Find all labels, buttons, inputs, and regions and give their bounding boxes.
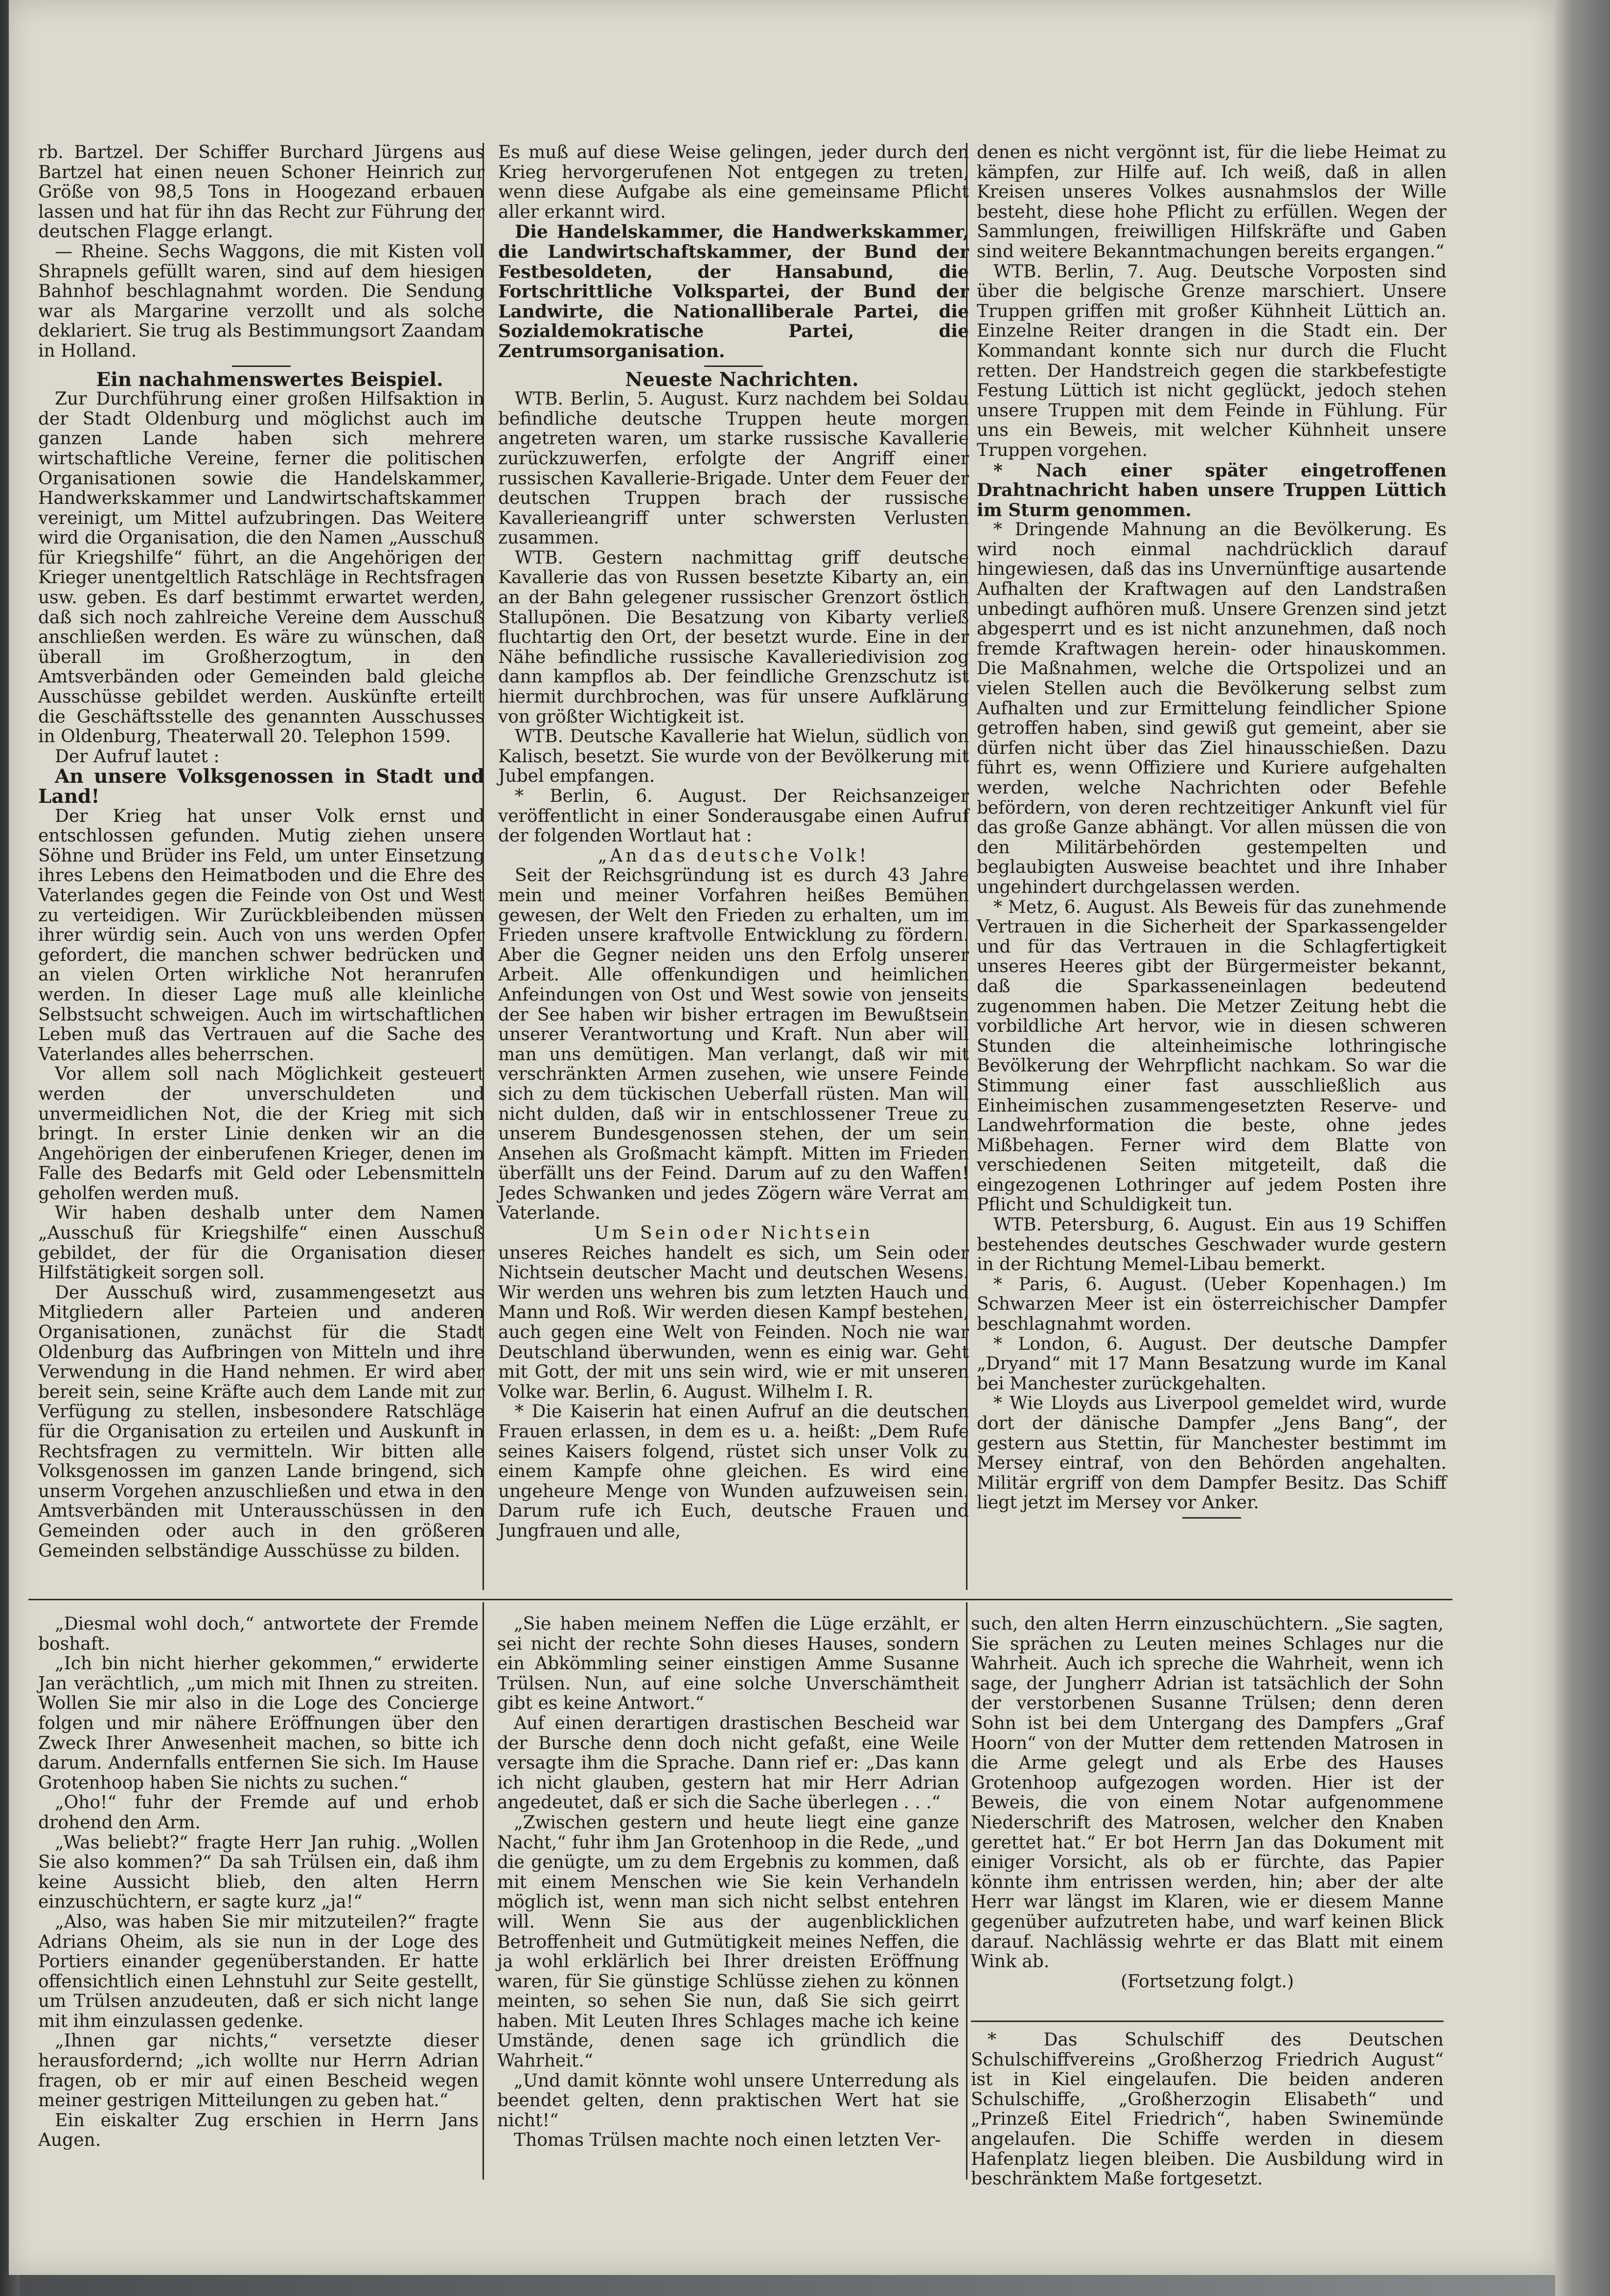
- feuilleton-column-1: [38, 1614, 479, 2151]
- separator: [232, 365, 291, 367]
- proclamation-text-2: unseres Reiches handelt es sich, um Sein oder Nichtsein deutscher Macht und deutschen Wesens. Wir werden uns wehren bis zum letzten Hauch und Mann und Roß. Wir werden diesen Kampf bestehen, auch gegen eine Welt von Feinden. Noch nie war Deutschland überwunden, wenn es einig war. Geht mit Gott, der mit uns sein wird, wie er mit unseren Volke war. Berlin, 6. August. Wilhelm I. R.: [498, 1243, 969, 1402]
- column-2: [498, 143, 969, 1542]
- article-bartzel: rb. Bartzel. Der Schiffer Burchard Jürgens aus Bartzel hat einen neuen Schoner Heinrich zur Größe von 98,5 Tons in Hoogezand erbauen lassen und hat für ihn das Recht zur Führung der deutschen Flagge erlangt.: [38, 142, 484, 242]
- feuilleton-rule-1: [483, 1602, 484, 2180]
- aufruf-intro: Der Aufruf lautet :: [55, 746, 220, 767]
- news-kibarty: WTB. Gestern nachmittag griff deutsche Kavallerie das von Russen besetzte Kibarty an, ein an der Bahn gelegener russischer Grenzort östlich Stallupönen. Die Besatzung von Kibarty verließ fluchtartig den Ort, der besetzt wurde. Eine in der Nähe befindliche russische Kavalleriedivision zog dann kampflos ab. Der feindliche Grenzschutz ist hiermit durchbrochen, was für unsere Aufklärung von größter Wichtigkeit ist.: [498, 547, 969, 727]
- news-kaiserin-continued: denen es nicht vergönnt ist, für die liebe Heimat zu kämpfen, zur Hilfe auf. Ich weiß, daß in allen Kreisen unseres Volkes ausnahmslos der Wille besteht, diese hohe Pflicht zu erfüllen. Wegen der Sammlungen, freiwilligen Hilfskräfte und Gaben sind weitere Bekanntmachungen bereits ergangen.“: [977, 142, 1447, 262]
- headline-neueste-nachrichten: Neueste Nachrichten.: [625, 368, 859, 391]
- column-1: [38, 143, 484, 1561]
- headline-volksgenossen: An unsere Volksgenossen in Stadt und Land!: [38, 765, 484, 808]
- story-paragraph: „Was beliebt?“ fragte Herr Jan ruhig. „Wollen Sie also kommen?“ Da sah Trülsen ein, daß ihm keine Aussicht blieb, den alten Herrn einzuschüchtern, er sagte kurz „ja!“: [38, 1832, 479, 1912]
- notice-text: * Das Schulschiff des Deutschen Schulschiffvereins „Großherzog Friedrich August“ ist in Kiel eingelaufen. Die beiden anderen Schulschiffe, „Großherzogin Elisabeth“ und „Prinzeß Eitel Friedrich“, haben Swinemünde angelaufen. Die Schiffe werden in diesem Hafenplatz liegen bleiben. Die Ausbildung wird in beschränktem Maße fortgesetzt.: [971, 2030, 1444, 2189]
- aufruf-signatories: Die Handelskammer, die Handwerkskammer, die Landwirtschaftskammer, der Bund der Festbesoldeten, der Hansabund, die Fortschrittliche Volkspartei, der Bund der Landwirte, die Nationalliberale Partei, die Sozialdemokratische Partei, die Zentrumsorganisation.: [498, 222, 969, 362]
- story-paragraph: „Ihnen gar nichts,“ versetzte dieser herausfordernd; „ich wollte nur Herrn Adrian fragen, ob er mir auf einen Bescheid wegen meiner gestrigen Mitteilungen zu geben hat.“: [38, 2031, 479, 2111]
- news-metz: * Metz, 6. August. Als Beweis für das zunehmende Vertrauen in die Sicherheit der Sparkassengelder und für das Vertrauen in die Schlagfertigkeit unseres Heeres gibt der Bürgermeister bekannt, daß die Sparkasseneinlagen bedeutend zugenommen haben. Die Metzer Zeitung hebt die vorbildliche Art hervor, wie in diesen schweren Stunden die alteinheimische lothringische Bevölkerung der Wehrpflicht nachkam. So war die Stimmung einer fast ausschließlich aus Einheimischen zusammengesetzten Reserve- und Landwehrformation die beste, ohne jedes Mißbehagen. Ferner wird dem Blatte von verschiedenen Seiten mitgeteilt, daß die eingezogenen Lothringer auf jedem Posten ihre Pflicht und Schuldigkeit tun.: [977, 897, 1447, 1215]
- column-3: [977, 143, 1447, 1522]
- news-paris: * Paris, 6. August. (Ueber Kopenhagen.) Im Schwarzen Meer ist ein österreichischer Dampfer beschlagnahmt worden.: [977, 1274, 1447, 1335]
- story-paragraph: „Ich bin nicht hierher gekommen,“ erwiderte Jan verächtlich, „um mich mit Ihnen zu streiten. Wollen Sie mir also in die Loge des Concierge folgen und mir nähere Eröffnungen über den Zweck Ihrer Anwesenheit machen, so bitte ich darum. Andernfalls entfernen Sie sich. Im Hause Grotenhoop haben Sie nichts zu suchen.“: [38, 1654, 479, 1793]
- story-paragraph: Ein eiskalter Zug erschien in Herrn Jans Augen.: [38, 2110, 479, 2151]
- story-paragraph: such, den alten Herrn einzuschüchtern. „Sie sagten, Sie sprächen zu Leuten meines Schlages nur die Wahrheit. Auch ich spreche die Wahrheit, wenn ich sage, der Jungherr Adrian ist tatsächlich der Sohn der verstorbenen Susanne Trülsen; denn deren Sohn ist bei dem Untergang des Dampfers „Graf Hoorn“ von der Mutter dem rettenden Matrosen in die Arme gelegt und als Erbe des Hauses Grotenhoop aufgezogen worden. Hier ist der Beweis, die von einem Notar aufgenommene Niederschrift des Matrosen, welcher den Knaben gerettet hat.“ Er bot Herrn Jan das Dokument mit einiger Vorsicht, als ob er fürchte, das Papier könnte ihm entrissen werden, hin; aber der alte Herr war längst im Klaren, wie er diesem Manne gegenüber aufzutreten habe, und warf keinen Blick darauf. Nachlässig wehrte er das Blatt mit einem Wink ab.: [971, 1614, 1444, 1972]
- news-lloyds: * Wie Lloyds aus Liverpool gemeldet wird, wurde dort der dänische Dampfer „Jens Bang“, der gestern aus Stettin, für Manchester bestimmt im Mersey eintraf, von den Behörden angehalten. Militär ergriff von dem Dampfer Besitz. Das Schiff liegt jetzt im Mersey vor Anker.: [977, 1393, 1447, 1513]
- news-reichsanzeiger: * Berlin, 6. August. Der Reichsanzeiger veröffentlicht in einer Sonderausgabe einen Aufruf der folgenden Wortlaut hat :: [498, 786, 969, 846]
- story-paragraph: „Diesmal wohl doch,“ antwortete der Fremde boshaft.: [38, 1614, 479, 1654]
- feuilleton-column-3: [971, 1614, 1444, 1992]
- aufruf-paragraph-3: Wir haben deshalb unter dem Namen „Ausschuß für Kriegshilfe“ einen Ausschuß gebildet, der für die Organisation dieser Hilfstätigkeit sorgen soll.: [38, 1203, 484, 1283]
- note-rule: [971, 2021, 1444, 2022]
- news-kaiserin: * Die Kaiserin hat einen Aufruf an die deutschen Frauen erlassen, in dem es u. a. heißt: „Dem Rufe seines Kaisers folgend, rüstet sich unser Volk zu einem Kampfe ohne gleichen. Es wird eine ungeheure Menge von Wunden aufzuweisen sein. Darum rufe ich Euch, deutsche Frauen und Jungfrauen und alle,: [498, 1402, 969, 1541]
- story-paragraph: Thomas Trülsen machte noch einen letzten Ver-: [514, 2130, 941, 2151]
- aufruf-paragraph-1: Der Krieg hat unser Volk ernst und entschlossen gefunden. Mutig ziehen unsere Söhne und Brüder ins Feld, um unter Einsetzung ihres Lebens den Heimatboden und die Ehre des Vaterlandes gegen die Feinde von Ost und West zu verteidigen. Wir Zurückbleibenden müssen ihrer würdig sein. Auch von uns werden Opfer gefordert, die manchen schwer bedrücken und an vielen Orten wirkliche Not heranrufen werden. In dieser Lage muß alle kleinliche Selbstsucht schweigen. Auch im wirtschaftlichen Leben muß das Vertrauen auf die Sache des Vaterlandes alles beherrschen.: [38, 806, 484, 1065]
- story-paragraph: „Und damit könnte wohl unsere Unterredung als beendet gelten, denn praktischen Wert hat sie nicht!“: [497, 2070, 959, 2131]
- proclamation-title: „An das deutsche Volk!: [598, 845, 870, 866]
- news-wielun: WTB. Deutsche Kavallerie hat Wielun, südlich von Kalisch, besetzt. Sie wurde von der Bevölkerung mit Jubel empfangen.: [498, 727, 969, 787]
- proclamation-subtitle: Um Sein oder Nichtsein: [594, 1223, 873, 1244]
- feuilleton-rule: [28, 1599, 1452, 1600]
- feuilleton-column-2: [497, 1614, 959, 2151]
- story-paragraph: „Sie haben meinem Neffen die Lüge erzählt, er sei nicht der rechte Sohn dieses Hauses, sondern ein Abkömmling seiner einstigen Amme Susanne Trülsen. Nun, auf eine solche Unverschämtheit gibt es keine Antwort.“: [497, 1614, 959, 1714]
- schulschiff-notice: [971, 2030, 1444, 2189]
- aufruf-paragraph-4: Der Ausschuß wird, zusammengesetzt aus Mitgliedern aller Parteien und anderen Organisationen, zunächst für die Stadt Oldenburg das Aufbringen von Mitteln und ihre Verwendung in die Hand nehmen. Er wird aber bereit sein, seine Kräfte auch dem Lande mit zur Verfügung zu stellen, insbesondere Ratschläge für die Organisation zu erteilen und Auskunft in Rechtsfragen zu vermitteln. Wir bitten alle Volksgenossen im ganzen Lande bringend, sich unserm Vorgehen anzuschließen und etwa in den Amtsverbänden mit Unterausschüssen in den Gemeinden oder auch in den größeren Gemeinden selbständige Ausschüsse zu bilden.: [38, 1282, 484, 1561]
- news-soldau: WTB. Berlin, 5. August. Kurz nachdem bei Soldau befindliche deutsche Truppen heute morgen angetreten waren, um starke russische Kavallerie zurückzuwerfen, erfolgte der Angriff einer russischen Kavallerie-Brigade. Unter dem Feuer der deutschen Truppen brach der russische Kavallerieangriff unter schwersten Verlusten zusammen.: [498, 389, 969, 548]
- news-luettich-sturm: * Nach einer später eingetroffenen Drahtnachricht haben unsere Truppen Lüttich im Sturm genommen.: [977, 460, 1447, 521]
- aufruf-paragraph-2: Vor allem soll nach Möglichkeit gesteuert werden der unverschuldeten und unvermeidlichen Not, die der Krieg mit sich bringt. In erster Linie denken wir an die Angehörigen der einberufenen Krieger, denen im Falle des Bedarfs mit Geld oder Lebensmitteln geholfen werden muß.: [38, 1064, 484, 1204]
- headline-beispiel: Ein nachahmenswertes Beispiel.: [96, 368, 443, 391]
- news-london: * London, 6. August. Der deutsche Dampfer „Dryand“ mit 17 Mann Besatzung wurde im Kanal bei Manchester zurückgehalten.: [977, 1334, 1447, 1394]
- article-rheine: — Rheine. Sechs Waggons, die mit Kisten voll Shrapnels gefüllt waren, sind auf dem hiesigen Bahnhof beschlagnahmt worden. Die Sendung war als Margarine verzollt und als solche deklariert. Sie trug als Bestimmungsort Zaandam in Holland.: [38, 241, 484, 361]
- continuation-note: (Fortsetzung folgt.): [1121, 1971, 1294, 1992]
- newspaper-page: [9, 0, 1555, 2275]
- news-mahnung: * Dringende Mahnung an die Bevölkerung. Es wird noch einmal nachdrücklich darauf hingewiesen, daß das ins Unvernünftige ausartende Aufhalten der Kraftwagen auf den Landstraßen unbedingt aufhören muß. Unsere Grenzen sind jetzt abgesperrt und es ist nicht anzunehmen, daß noch fremde Kraftwagen herein- oder hinauskommen. Die Maßnahmen, welche die Ortspolizei und an vielen Stellen auch die Bevölkerung selbst zum Aufhalten und zur Ermittelung feindlicher Spione getroffen haben, sind gewiß gut gemeint, aber sie dürfen nicht über das Ziel hinausschießen. Dazu führt es, wenn Offiziere und Kuriere aufgehalten werden, welche Nachrichten oder Befehle befördern, von deren rechtzeitiger Ankunft viel für das große Ganze abhängt. Vor allen müssen die von den Militärbehörden gestempelten und beglaubigten Ausweise beachtet und ihre Inhaber ungehindert durchgelassen werden.: [977, 520, 1447, 897]
- separator: [1182, 1517, 1241, 1519]
- story-paragraph: „Also, was haben Sie mir mitzuteilen?“ fragte Adrians Oheim, als sie nun in der Loge des Portiers einander gegenüberstanden. Er hatte offensichtlich einen Lehnstuhl zur Seite gestellt, um Trülsen anzudeuten, daß er sich nicht lange mit ihm einzulassen gedenke.: [38, 1911, 479, 2031]
- news-luettich: WTB. Berlin, 7. Aug. Deutsche Vorposten sind über die belgische Grenze marschiert. Unsere Truppen griffen mit großer Kühnheit Lüttich an. Einzelne Reiter drangen in die Stadt ein. Der Kommandant konnte sich nur durch die Flucht retten. Der Handstreich gegen die starkbefestigte Festung Lüttich ist nicht geglückt, jedoch stehen unsere Truppen mit dem Feinde in Fühlung. Für uns ein Beweis, mit welcher Kühnheit unsere Truppen vorgehen.: [977, 261, 1447, 460]
- story-paragraph: „Zwischen gestern und heute liegt eine ganze Nacht,“ fuhr ihm Jan Grotenhoop in die Rede, „und die genügte, um zu dem Ergebnis zu kommen, daß mit einem Menschen wie Sie kein Verhandeln möglich ist, wenn man sich nicht selbst entehren will. Wenn Sie aus der augenblicklichen Betroffenheit und Gutmütigkeit meines Neffen, die ja wohl erklärlich bei Ihrer dreisten Eröffnung waren, für Sie günstige Schlüsse ziehen zu können meinten, so sehen Sie nun, daß Sie sich geirrt haben. Mit Leuten Ihres Schlages mache ich keine Umstände, denen sage ich gründlich die Wahrheit.“: [497, 1812, 959, 2071]
- article-hilfsaktion: Zur Durchführung einer großen Hilfsaktion in der Stadt Oldenburg und möglichst auch im ganzen Lande haben sich mehrere wirtschaftliche Vereine, ferner die politischen Organisationen sowie die Handelskammer, Handwerkskammer und Landwirtschaftskammer vereinigt, um Mittel aufzubringen. Das Weitere wird die Organisation, die den Namen „Ausschuß für Kriegshilfe“ führt, an die Angehörigen der Krieger unentgeltlich Ratschläge in Rechtsfragen usw. geben. Es darf bestimmt erwartet werden, daß sich noch zahlreiche Vereine dem Ausschuß anschließen werden. Es wäre zu wünschen, daß überall im Großherzogtum, in den Amtsverbänden oder Gemeinden bald gleiche Ausschüsse gebildet werden. Auskünfte erteilt die Geschäftsstelle des genannten Ausschusses in Oldenburg, Theaterwall 20. Telephon 1599.: [38, 389, 484, 747]
- news-petersburg: WTB. Petersburg, 6. August. Ein aus 19 Schiffen bestehendes deutsches Geschwader wurde gestern in der Richtung Memel-Libau bemerkt.: [977, 1215, 1447, 1275]
- proclamation-text-1: Seit der Reichsgründung ist es durch 43 Jahre mein und meiner Vorfahren heißes Bemühen gewesen, der Welt den Frieden zu erhalten, um im Frieden unsere kraftvolle Entwicklung zu fördern. Aber die Gegner neiden uns den Erfolg unserer Arbeit. Alle offenkundigen und heimlichen Anfeindungen von Ost und West sowie von jenseits der See haben wir bisher ertragen im Bewußtsein unserer Verantwortung und Kraft. Nun aber will man uns demütigen. Man verlangt, daß wir mit verschränkten Armen zusehen, wie unsere Feinde sich zu dem tückischen Ueberfall rüsten. Man will nicht dulden, daß wir in entschlossener Treue zu unserem Bundesgenossen stehen, der um sein Ansehen als Großmacht kämpft. Mitten im Frieden überfällt uns der Feind. Darum auf zu den Waffen! Jedes Schwanken und jedes Zögern wäre Verrat am Vaterlande.: [498, 865, 969, 1224]
- feuilleton-rule-2: [966, 1602, 967, 2180]
- book-edge: [1555, 0, 1610, 2296]
- story-paragraph: Auf einen derartigen drastischen Bescheid war der Bursche denn doch nicht gefaßt, eine Weile versagte ihm die Sprache. Dann rief er: „Das kann ich nicht glauben, gestern hat mir Herr Adrian angedeutet, daß er sich die Sache überlegen . . .“: [497, 1713, 959, 1813]
- aufruf-paragraph-5: Es muß auf diese Weise gelingen, jeder durch den Krieg hervorgerufenen Not entgegen zu treten, wenn diese Aufgabe als eine gemeinsame Pflicht aller erkannt wird.: [498, 142, 969, 222]
- separator: [704, 365, 763, 367]
- story-paragraph: „Oho!“ fuhr der Fremde auf und erhob drohend den Arm.: [38, 1793, 479, 1833]
